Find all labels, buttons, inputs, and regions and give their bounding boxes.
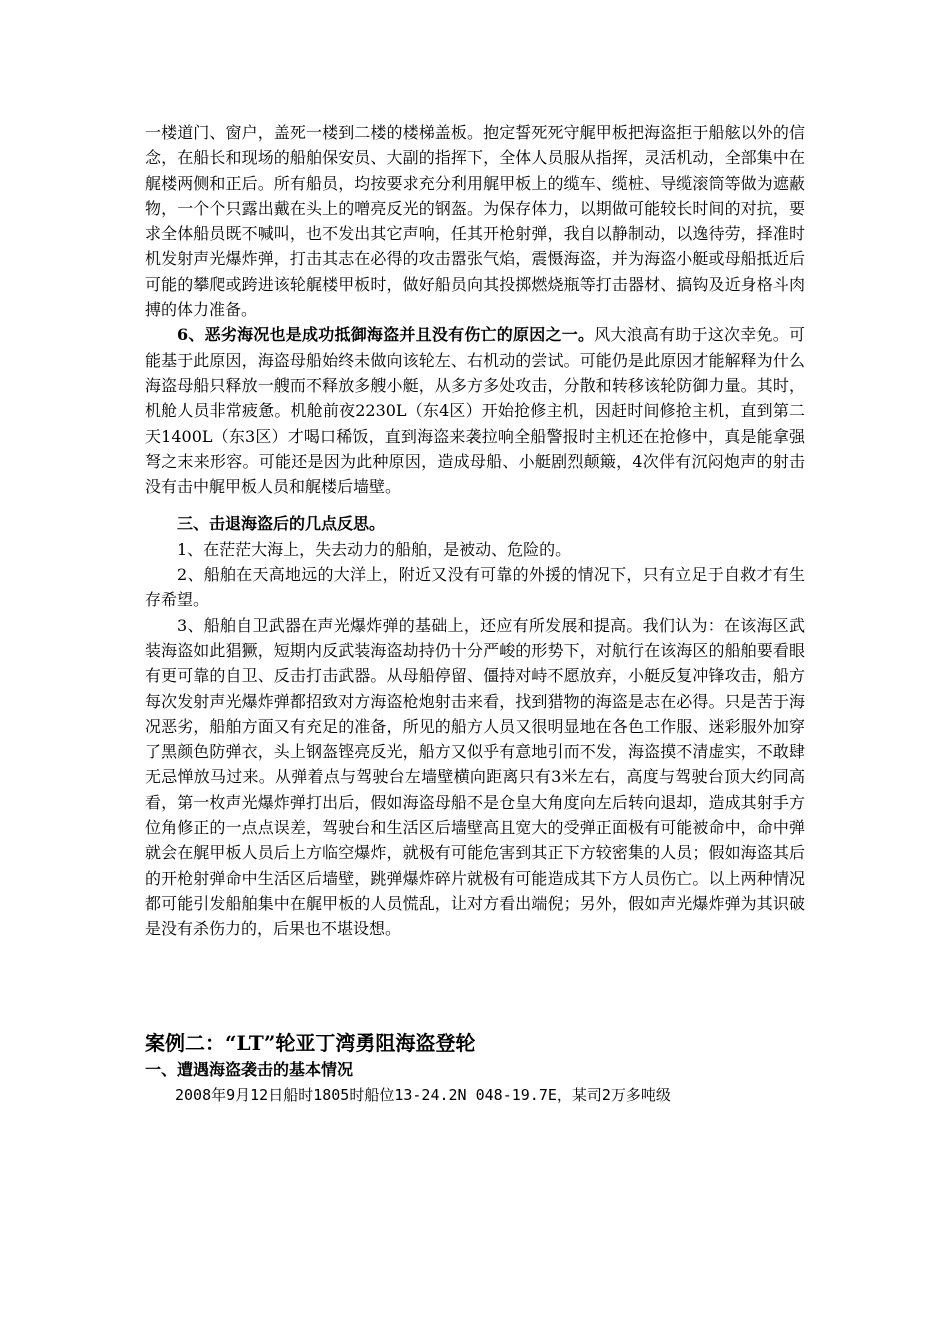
section-3-heading: 三、击退海盗后的几点反思。	[177, 514, 386, 534]
section-3-item-2: 2、船舶在天高地远的大洋上，附近又没有可靠的外援的情况下，只有立足于自救才有生存希望。	[145, 565, 805, 610]
paragraph-6-body: 风大浪高有助于这次幸免。可能基于此原因，海盗母船始终未做向该轮左、右机动的尝试。可能仍是此原因才能解释为什么海盗母船只释放一艘而不释放多艘小艇，从多方多处攻击，分散和转移该轮防御力量。其时，机舱人员非常疲惫。机舱前夜2230L（东4区）开始抢修主机，因赶时间修抢主机，直到第二天1400L（东3区）才喝口稀饭，直到海盗来袭拉响全船警报时主机还在抢修中，真是能拿强弩之末来形容。可能还是因为此种原因，造成母船、小艇剧烈颠簸，4次伴有沉闷炮声的射击没有击中艉甲板人员和艉楼后墙壁。	[145, 325, 805, 497]
case-2-title: 案例二：“LT”轮亚丁湾勇阻海盗登轮	[145, 1030, 476, 1055]
paragraph-6	[145, 322, 805, 499]
section-3-item-1: 1、在茫茫大海上，失去动力的船舶，是被动、危险的。	[177, 539, 572, 559]
spacer	[145, 499, 805, 511]
case-2-paragraph-1: 2008年9月12日船时1805时船位13-24.2N 048-19.7E，某司2万多吨级	[175, 1085, 671, 1104]
paragraph-intro: 一楼道门、窗户，盖死一楼到二楼的楼梯盖板。抱定誓死死守艉甲板把海盗拒于船舷以外的信念，在船长和现场的船舶保安员、大副的指挥下，全体人员服从指挥，灵活机动，全部集中在艉楼两侧和正后。所有船员，均按要求充分利用艉甲板上的缆车、缆桩、导缆滚筒等做为遮蔽物，一个个只露出戴在头上的噌亮反光的钢盔。为保存体力，以期做可能较长时间的对抗，要求全体船员既不喊叫，也不发出其它声响，任其开枪射弹，我自以静制动，以逸待劳，择准时机发射声光爆炸弹，打击其志在必得的攻击嚣张气焰，震慑海盗，并为海盗小艇或母船抵近后可能的攀爬或跨进该轮艉楼甲板时，做好船员向其投掷燃烧瓶等打击器材、搞钩及近身格斗肉搏的体力准备。	[145, 123, 805, 320]
document-page	[145, 120, 805, 1108]
spacer	[145, 942, 805, 1028]
case-2-subheading: 一、遭遇海盗袭击的基本情况	[145, 1059, 354, 1079]
paragraph-6-lead: 6、恶劣海况也是成功抵御海盗并且没有伤亡的原因之一。	[177, 325, 595, 345]
section-3-item-3: 3、船舶自卫武器在声光爆炸弹的基础上，还应有所发展和提高。我们认为：在该海区武装海盗如此猖獗，短期内反武装海盗劫持仍十分严峻的形势下，对航行在该海区的船舶要看眼有更可靠的自卫、反击打击武器。从母船停留、僵持对峙不愿放弃，小艇反复冲锋攻击，船方每次发射声光爆炸弹都招致对方海盗枪炮射击来看，找到猎物的海盗是志在必得。只是苦于海况恶劣，船舶方面又有充足的准备，所见的船方人员又很明显地在各色工作服、迷彩服外加穿了黑颜色防弹衣，头上钢盔铿亮反光，船方又似乎有意地引而不发，海盗摸不清虚实，不敢肆无忌惮放马过来。从弹着点与驾驶台左墙壁横向距离只有3米左右，高度与驾驶台顶大约同高看，第一枚声光爆炸弹打出后，假如海盗母船不是仓皇大角度向左后转向退却，造成其射手方位角修正的一点点误差，驾驶台和生活区后墙壁高且宽大的受弹正面极有可能被命中，命中弹就会在艉甲板人员后上方临空爆炸，就极有可能危害到其正下方较密集的人员；假如海盗其后的开枪射弹命中生活区后墙壁，跳弹爆炸碎片就极有可能造成其下方人员伤亡。以上两种情况都可能引发船舶集中在艉甲板的人员慌乱，让对方看出端倪；另外，假如声光爆炸弹为其识破是没有杀伤力的，后果也不堪设想。	[145, 615, 805, 939]
